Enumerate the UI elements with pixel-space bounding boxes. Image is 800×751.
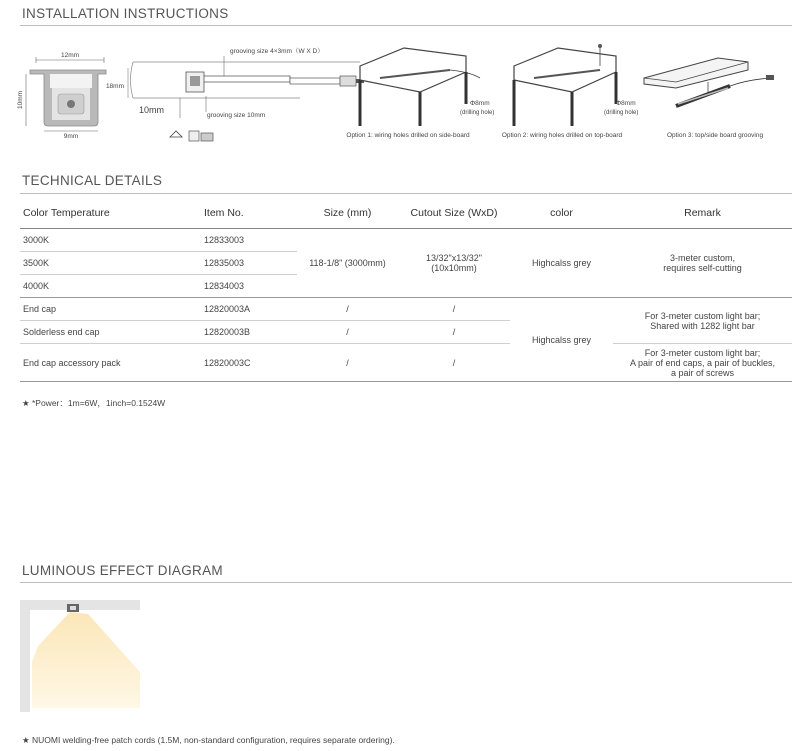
- row-cutout: /: [398, 321, 510, 344]
- option-3-diagram: [644, 58, 774, 106]
- row-size: /: [297, 344, 398, 382]
- option-1-label: Option 1: wiring holes drilled on side-board: [346, 132, 470, 139]
- option-2-diagram: [514, 44, 638, 126]
- group1-remark-2: requires self-cutting: [663, 263, 742, 273]
- technical-table: [20, 198, 792, 382]
- group2-remark-b2: A pair of end caps, a pair of buckles,: [629, 357, 776, 368]
- row-item: 12833003: [201, 229, 297, 252]
- row-name: 3000K: [20, 229, 201, 252]
- row-cutout: /: [398, 298, 510, 321]
- row-name: 3500K: [20, 252, 201, 275]
- table-row: [20, 229, 792, 252]
- header-remark: Remark: [613, 198, 792, 229]
- row-item: 12835003: [201, 252, 297, 275]
- group2-remark-b3: a pair of screws: [670, 367, 735, 378]
- header-color: color: [510, 198, 613, 229]
- row-item: 12820003C: [201, 344, 297, 382]
- group2-color: Highcalss grey: [510, 298, 613, 382]
- option-1-hole-note: (drilling hole): [460, 110, 495, 116]
- option-2-hole-note: (drilling hole): [604, 110, 639, 116]
- row-name: 4000K: [20, 275, 201, 298]
- side-width: 10mm: [139, 105, 165, 115]
- option-1-hole: Φ8mm: [470, 100, 490, 107]
- group1-size: 118-1/8" (3000mm): [297, 229, 398, 298]
- header-cutout: Cutout Size (WxD): [398, 198, 510, 229]
- groove-size-top: grooving size 4×3mm（W X D）: [230, 48, 324, 55]
- luminous-divider: [20, 582, 792, 583]
- row-size: /: [297, 321, 398, 344]
- header-color-temperature: Color Temperature: [20, 198, 201, 229]
- group2-remark-a: [613, 298, 792, 344]
- group1-cutout: [398, 229, 510, 298]
- table-row: [20, 344, 792, 382]
- group2-remark-a1: For 3-meter custom light bar;: [644, 310, 761, 321]
- installation-divider: [20, 25, 792, 26]
- row-item: 12834003: [201, 275, 297, 298]
- power-note: ★ *Power：1m=6W，1inch=0.1524W: [22, 398, 166, 408]
- profile-width-bottom: 9mm: [63, 133, 79, 140]
- option-2-label: Option 2: wiring holes drilled on top-board: [501, 132, 623, 139]
- luminous-title: LUMINOUS EFFECT DIAGRAM: [22, 563, 223, 578]
- table-header-row: [20, 198, 792, 229]
- profile-height: 10mm: [17, 90, 24, 110]
- profile-cross-section: [17, 52, 106, 140]
- row-name: End cap: [20, 298, 201, 321]
- group1-cutout-2: (10x10mm): [431, 263, 477, 273]
- option-1-diagram: [360, 48, 494, 126]
- header-size: Size (mm): [297, 198, 398, 229]
- row-name: End cap accessory pack: [20, 344, 201, 382]
- side-height: 18mm: [105, 83, 124, 90]
- luminous-diagram: [20, 600, 144, 712]
- groove-side-view: [106, 47, 364, 141]
- header-item-no: Item No.: [201, 198, 297, 229]
- group2-remark-b: [613, 344, 792, 382]
- groove-size-bottom: grooving size 10mm: [207, 112, 266, 119]
- row-item: 12820003A: [201, 298, 297, 321]
- option-2-hole: Φ8mm: [616, 100, 636, 107]
- technical-title: TECHNICAL DETAILS: [22, 173, 163, 188]
- patch-cord-note: ★ NUOMI welding-free patch cords (1.5M, non-standard configuration, requires separate ordering).: [22, 735, 395, 745]
- group2-remark-b1: For 3-meter custom light bar;: [644, 347, 761, 358]
- group1-remark: [613, 229, 792, 298]
- installation-title: INSTALLATION INSTRUCTIONS: [22, 6, 229, 21]
- row-item: 12820003B: [201, 321, 297, 344]
- row-name: Solderless end cap: [20, 321, 201, 344]
- row-cutout: /: [398, 344, 510, 382]
- group1-cutout-1: 13/32"x13/32": [426, 253, 482, 263]
- technical-divider: [20, 193, 792, 194]
- group2-remark-a2: Shared with 1282 light bar: [650, 320, 755, 331]
- group1-remark-1: 3-meter custom,: [669, 253, 736, 263]
- group1-color: Highcalss grey: [510, 229, 613, 298]
- profile-width-top: 12mm: [60, 52, 80, 59]
- option-3-label: Option 3: top/side board grooving: [666, 132, 764, 139]
- row-size: /: [297, 298, 398, 321]
- table-row: [20, 298, 792, 321]
